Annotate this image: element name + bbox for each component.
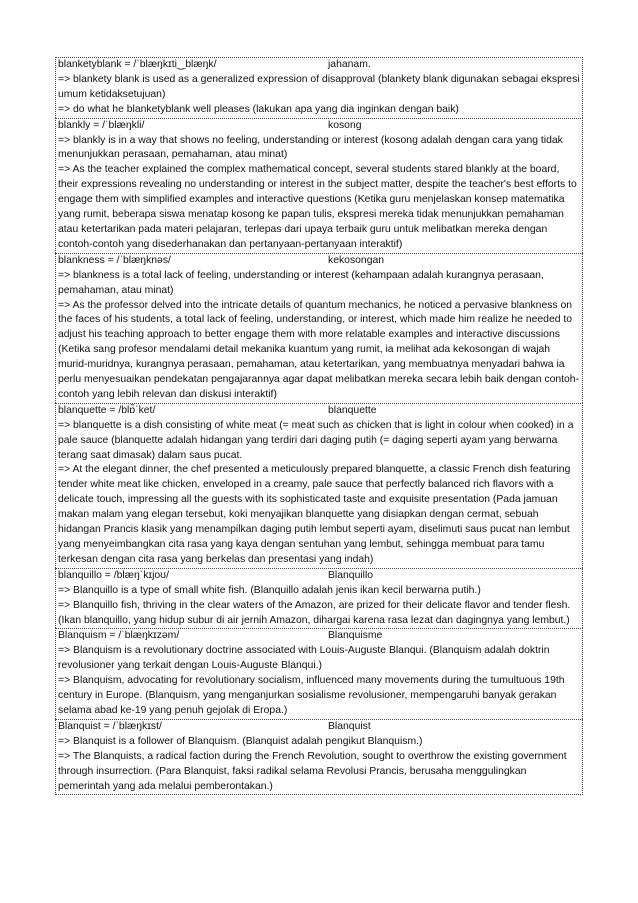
definition-line: => Blanquist is a follower of Blanquism. (Blanquist adalah pengikut Blanquism.) xyxy=(58,735,423,747)
example-line: => Blanquism, advocating for revolutionary socialism, influenced many movements during the tumultuous 19th century in Europe. (Blanquism, yang menganjurkan sosialisme revolusioner, mempengaruhi banyak gerakan selama abad ke-19 yang penuh gejolak di Eropa.) xyxy=(58,675,565,716)
entry-heading xyxy=(58,254,581,269)
entry-blanquism xyxy=(55,628,583,718)
headword-translation: kosong xyxy=(328,119,362,131)
example-line: => The Blanquists, a radical faction during the French Revolution, sought to overthrow the existing government through insurrection. (Para Blanquist, faksi radikal selama Revolusi Prancis, berusaha menggulingkan pemerintah yang ada melalui pemberontakan.) xyxy=(58,750,567,792)
headword-translation: Blanquisme xyxy=(328,630,383,642)
entry-heading xyxy=(58,58,581,73)
headword-translation: Blanquillo xyxy=(328,569,374,581)
definition-line: => blankety blank is used as a generalized expression of disapproval (blankety blank digunakan sebagai ekspresi umum ketidaksetujuan) xyxy=(58,73,580,100)
entry-blankly xyxy=(55,118,583,253)
entry-blanquillo xyxy=(55,568,583,629)
entry-heading xyxy=(58,404,581,419)
headword-pronunciation: blankness = /ˈblæŋknəs/ xyxy=(58,254,171,266)
entry-heading xyxy=(58,569,581,584)
example-line: => do what he blanketyblank well pleases (lakukan apa yang dia inginkan dengan baik) xyxy=(58,103,459,115)
headword-translation: kekosongan xyxy=(328,254,385,266)
headword-pronunciation: Blanquism = /ˈblæŋkɪzəm/ xyxy=(58,630,180,642)
headword-pronunciation: blanketyblank = /ˈblæŋkɪti‿blæŋk/ xyxy=(58,59,217,70)
example-line: => Blanquillo fish, thriving in the clear waters of the Amazon, are prized for their delicate flavor and tender flesh. (Ikan blanquillo, yang hidup subur di air jernih Amazon, dihargai karena rasa lezat dan dagingnya yang lembut.) xyxy=(58,599,571,626)
entry-blanquette xyxy=(55,403,583,568)
dictionary-document xyxy=(55,57,583,795)
definition-line: => blankly is in a way that shows no feeling, understanding or interest (kosong adalah dengan cara yang tidak menunjukkan perasaan, pemahaman, atau minat) xyxy=(58,134,563,161)
headword-translation: jahanam. xyxy=(328,59,371,70)
definition-line: => blanquette is a dish consisting of white meat (= meat such as chicken that is light in colour when cooked) in a pale sauce (blanquette adalah hidangan yang terdiri dari daging putih (= daging seperti ayam yang berwarna terang saat dimasak) dalam saus pucat. xyxy=(58,419,574,461)
example-line: => At the elegant dinner, the chef presented a meticulously prepared blanquette, a classic French dish featuring tender white meat like chicken, enveloped in a creamy, pale sauce that perfectly balanced rich flavors with a delicate touch, impressing all the guests with its sophisticated taste and exquisite presentation (Pada jamuan makan malam yang elegan tersebut, koki menyajikan blanquette yang disiapkan dengan cermat, sebuah hidangan Prancis klasik yang menampilkan daging putih lembut seperti ayam, diselimuti saus pucat nan lembut yang menyeimbangkan cita rasa yang kaya dengan sentuhan yang lembut, sehingga membuat para tamu terkesan dengan cita rasa yang berkelas dan presentasi yang indah) xyxy=(58,464,571,565)
example-line: => As the teacher explained the complex mathematical concept, several students stared blankly at the board, their expressions revealing no understanding or interest in the subject matter, despite the teacher's best efforts to engage them with simplified examples and interactive questions (Ketika guru menjelaskan konsep matematika yang rumit, beberapa siswa menatap kosong ke papan tulis, ekspresi mereka tidak menunjukkan pemahaman atau ketertarikan pada materi pelajaran, terlepas dari upaya terbaik guru untuk melibatkan mereka dengan contoh-contoh yang disederhanakan dan pertanyaan-pertanyaan interaktif) xyxy=(58,164,577,250)
headword-pronunciation: blankly = /ˈblæŋkli/ xyxy=(58,119,145,131)
headword-translation: blanquette xyxy=(328,404,377,416)
entry-heading xyxy=(58,119,581,134)
headword-translation: Blanquist xyxy=(328,720,371,732)
definition-line: => Blanquism is a revolutionary doctrine associated with Louis-Auguste Blanqui. (Blanquism adalah doktrin revolusioner yang terkait dengan Louis-Auguste Blanqui.) xyxy=(58,645,550,672)
headword-pronunciation: blanquette = /blɒ̃ˈket/ xyxy=(58,404,156,416)
definition-line: => blankness is a total lack of feeling, understanding or interest (kehampaan adalah kurangnya perasaan, pemahaman, atau minat) xyxy=(58,269,544,296)
entry-heading xyxy=(58,720,581,735)
headword-pronunciation: Blanquist = /ˈblæŋkɪst/ xyxy=(58,720,162,732)
headword-pronunciation: blanquillo = /blæŋˈkɪjoʊ/ xyxy=(58,569,169,581)
entry-blanquist xyxy=(55,719,583,796)
entry-heading xyxy=(58,629,581,644)
example-line: => As the professor delved into the intricate details of quantum mechanics, he noticed a pervasive blankness on the faces of his students, a total lack of feeling, understanding, or interest, which made him realize he needed to adjust his teaching approach to better engage them with more relatable examples and interactive discussions (Ketika sang profesor mendalami detail mekanika kuantum yang rumit, ia melihat ada kekosongan di wajah murid-muridnya, kurangnya perasaan, pemahaman, atau ketertarikan, yang membuatnya menyadari bahwa ia perlu menyesuaikan pendekatan pengajarannya agar dapat melibatkan mereka secara lebih baik dengan contoh-contoh yang lebih relevan dan diskusi interaktif) xyxy=(58,299,580,400)
entry-blanketyblank xyxy=(55,57,583,118)
entry-blankness xyxy=(55,253,583,403)
definition-line: => Blanquillo is a type of small white fish. (Blanquillo adalah jenis ikan kecil berwarna putih.) xyxy=(58,584,481,596)
